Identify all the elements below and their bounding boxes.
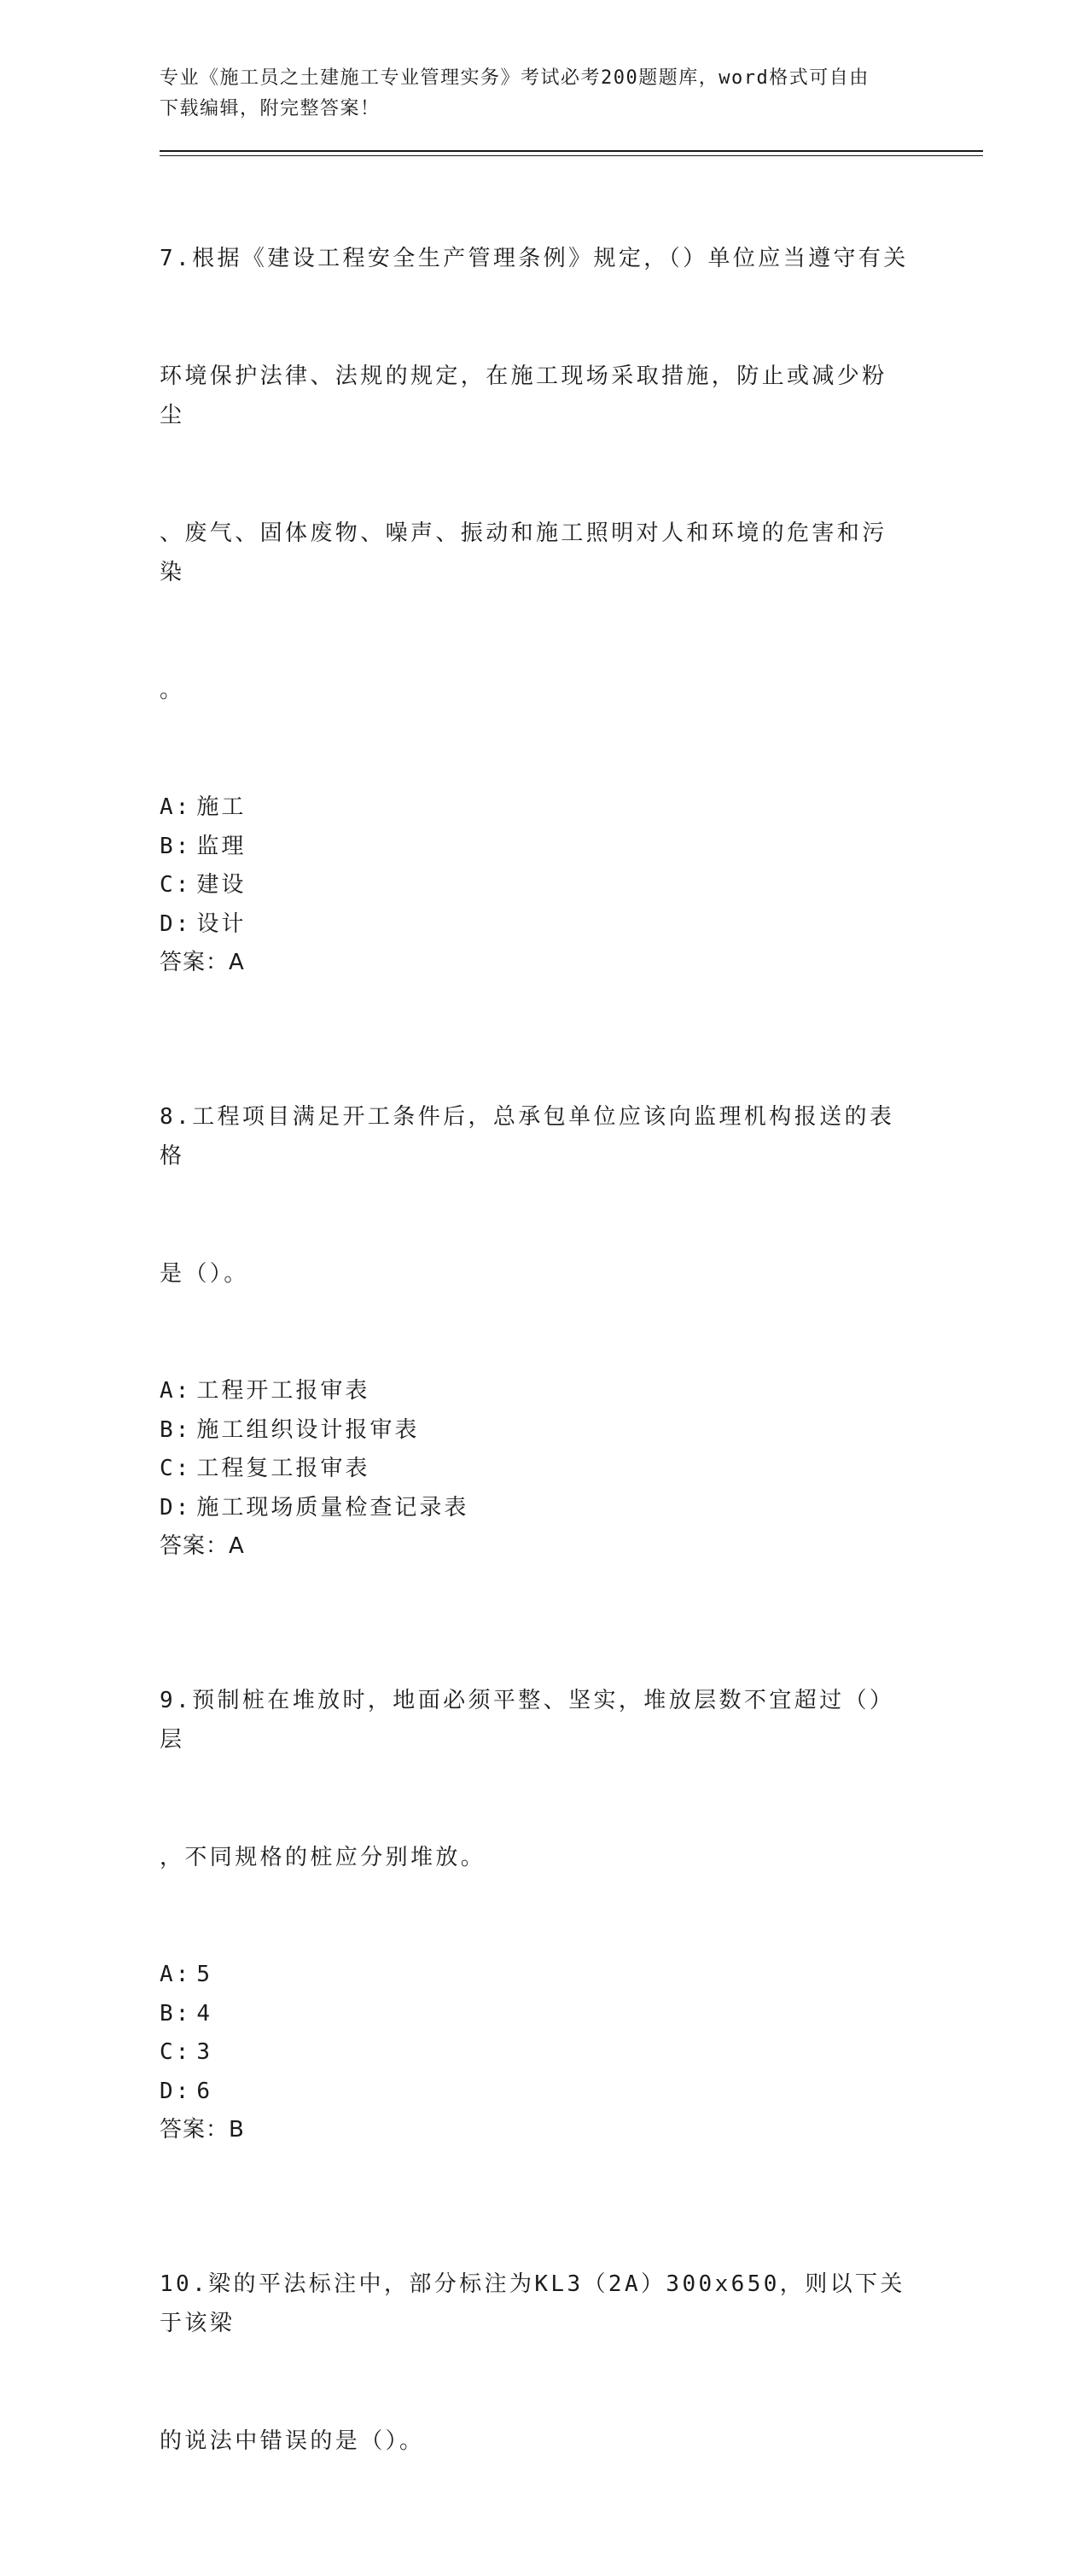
header-line-2: 下载编辑，附完整答案！ — [160, 98, 381, 119]
option-text: 建设 — [196, 872, 247, 898]
option-text: 施工现场质量检查记录表 — [196, 1494, 469, 1521]
option-letter: B: — [160, 833, 192, 859]
answer-line: 答案：B — [160, 2117, 245, 2143]
option-text: 设计 — [196, 910, 247, 937]
answer-line: 答案：A — [160, 950, 245, 975]
option-text: 3 — [196, 2039, 212, 2065]
stem-line: 的说法中错误的是（）。 — [160, 2428, 425, 2454]
answer-line: 答案：A — [160, 1533, 245, 1559]
option-letter: C: — [160, 872, 192, 898]
document-header — [160, 63, 911, 125]
stem-line: 、废气、固体废物、噪声、振动和施工照明对人和环境的危害和污染 — [160, 520, 887, 585]
question-stem — [160, 2186, 911, 2539]
option-d — [160, 905, 911, 945]
question-9 — [160, 1602, 911, 2149]
option-d — [160, 1489, 911, 1528]
option-a — [160, 788, 911, 828]
question-8 — [160, 1019, 911, 1566]
header-divider-thick — [160, 150, 983, 152]
option-text: 监理 — [196, 833, 247, 859]
stem-line: 9.预制桩在堆放时，地面必须平整、坚实，堆放层数不宜超过（）层 — [160, 1688, 895, 1753]
option-letter: B: — [160, 1416, 192, 1443]
option-b — [160, 1411, 911, 1451]
stem-line: ，不同规格的桩应分别堆放。 — [160, 1845, 486, 1870]
option-a — [160, 1372, 911, 1411]
question-list — [160, 160, 911, 2576]
question-10 — [160, 2186, 911, 2539]
option-letter: D: — [160, 910, 192, 937]
stem-line: 环境保护法律、法规的规定，在施工现场采取措施，防止或减少粉尘 — [160, 363, 887, 428]
stem-line: 。 — [160, 677, 185, 703]
option-b — [160, 828, 911, 867]
header-divider-thin — [160, 155, 983, 156]
option-c — [160, 2033, 911, 2073]
option-text: 6 — [196, 2078, 212, 2104]
option-letter: D: — [160, 2078, 192, 2104]
option-letter: A: — [160, 1962, 192, 1987]
option-text: 5 — [196, 1962, 212, 1987]
option-text: 施工组织设计报审表 — [196, 1416, 420, 1443]
option-c — [160, 1450, 911, 1489]
stem-line: 7.根据《建设工程安全生产管理条例》规定，（）单位应当遵守有关 — [160, 246, 909, 271]
option-letter: A: — [160, 1378, 192, 1404]
option-letter: B: — [160, 2000, 192, 2026]
option-text: 工程开工报审表 — [196, 1378, 370, 1404]
option-b — [160, 1995, 911, 2034]
option-letter: C: — [160, 1456, 192, 1481]
stem-line: 10.梁的平法标注中，部分标注为KL3（2A）300x650，则以下关于该梁 — [160, 2271, 905, 2336]
option-d — [160, 2073, 911, 2112]
option-letter: D: — [160, 1494, 192, 1521]
stem-line: 8.工程项目满足开工条件后，总承包单位应该向监理机构报送的表格 — [160, 1104, 895, 1169]
option-letter: A: — [160, 794, 192, 820]
option-text: 工程复工报审表 — [196, 1456, 370, 1481]
option-text: 施工 — [196, 794, 247, 820]
question-stem — [160, 1602, 911, 1956]
question-stem — [160, 160, 911, 788]
option-c — [160, 866, 911, 905]
header-line-1: 专业《施工员之土建施工专业管理实务》考试必考200题题库，word格式可自由 — [160, 67, 870, 89]
question-7 — [160, 160, 911, 982]
question-stem — [160, 1019, 911, 1372]
option-letter: C: — [160, 2039, 192, 2065]
option-a — [160, 1956, 911, 1995]
option-text: 4 — [196, 2000, 212, 2026]
stem-line: 是（）。 — [160, 1261, 249, 1287]
